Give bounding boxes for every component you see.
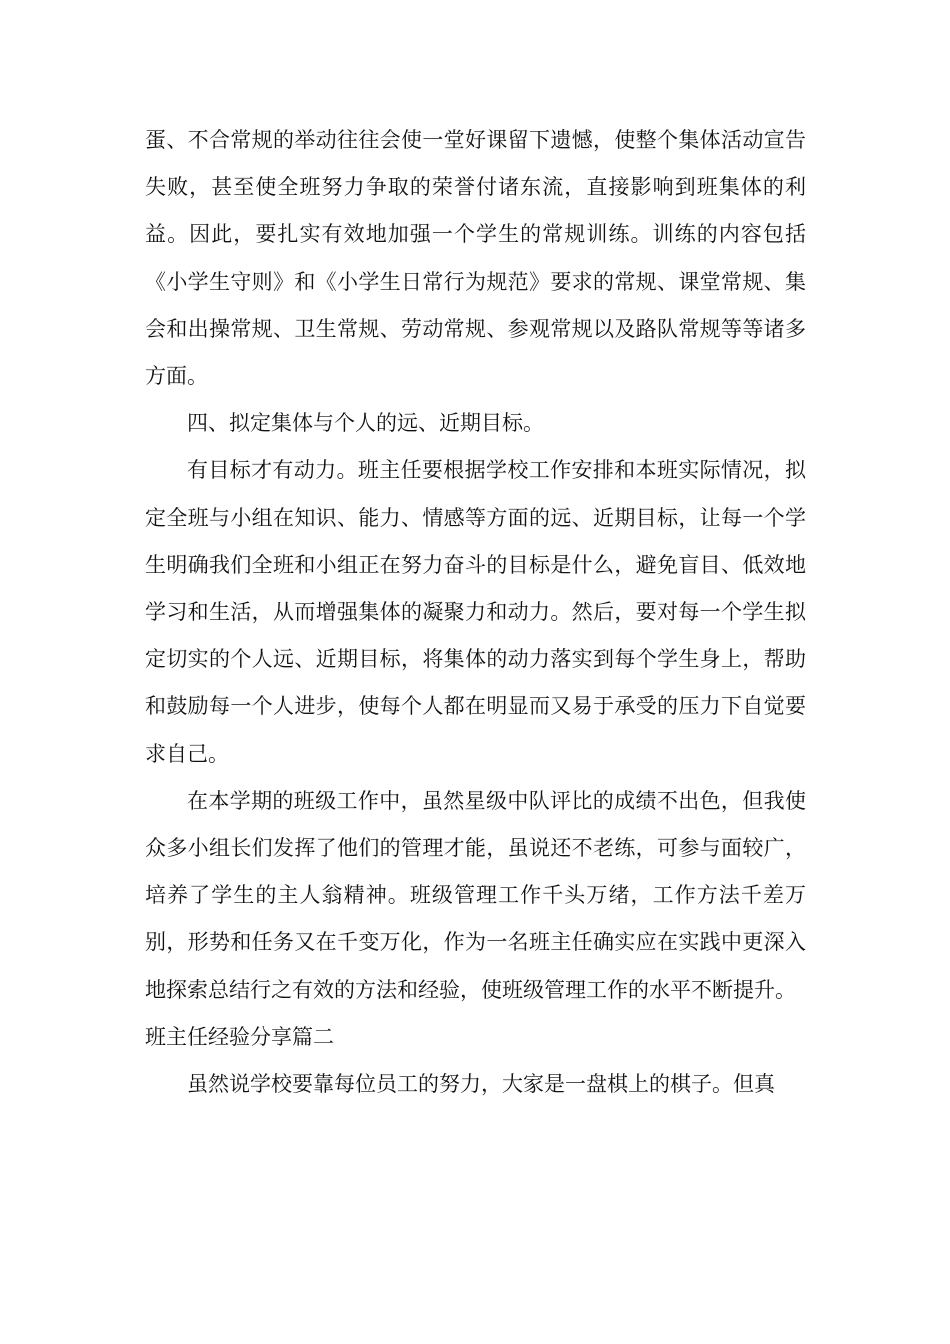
paragraph-semester-summary: 在本学期的班级工作中，虽然星级中队评比的成绩不出色，但我使众多小组长们发挥了他们的管理才能，虽说还不老练，可参与面较广，培养了学生的主人翁精神。班级管理工作千头万绪，工作方法千差万别，形势和任务又在千变万化，作为一名班主任确实应在实践中更深入地探索总结行之有效的方法和经验，使班级管理工作的水平不断提升。 [145,788,806,1002]
section-heading-four: 四、拟定集体与个人的远、近期目标。 [187,411,544,436]
document-body [145,117,806,1108]
paragraph-continuation: 蛋、不合常规的举动往往会使一堂好课留下遗憾，使整个集体活动宣告失败，甚至使全班努力争取的荣誉付诸东流，直接影响到班集体的利益。因此，要扎实有效地加强一个学生的常规训练。训练的内容包括《小学生守则》和《小学生日常行为规范》要求的常规、课堂常规、集会和出操常规、卫生常规、劳动常规、参观常规以及路队常规等等诸多方面。 [145,128,806,389]
paragraph-part-two-start: 虽然说学校要靠每位员工的努力，大家是一盘棋上的棋子。但真 [187,1072,775,1097]
paragraph-goals: 有目标才有动力。班主任要根据学校工作安排和本班实际情况，拟定全班与小组在知识、能力、情感等方面的远、近期目标，让每一个学生明确我们全班和小组正在努力奋斗的目标是什么，避免盲目、低效地学习和生活，从而增强集体的凝聚力和动力。然后，要对每一个学生拟定切实的个人远、近期目标，将集体的动力落实到每个学生身上，帮助和鼓励每一个人进步，使每个人都在明显而又易于承受的压力下自觉要求自己。 [145,458,806,766]
article-title-part-two: 班主任经验分享篇二 [145,1024,334,1049]
